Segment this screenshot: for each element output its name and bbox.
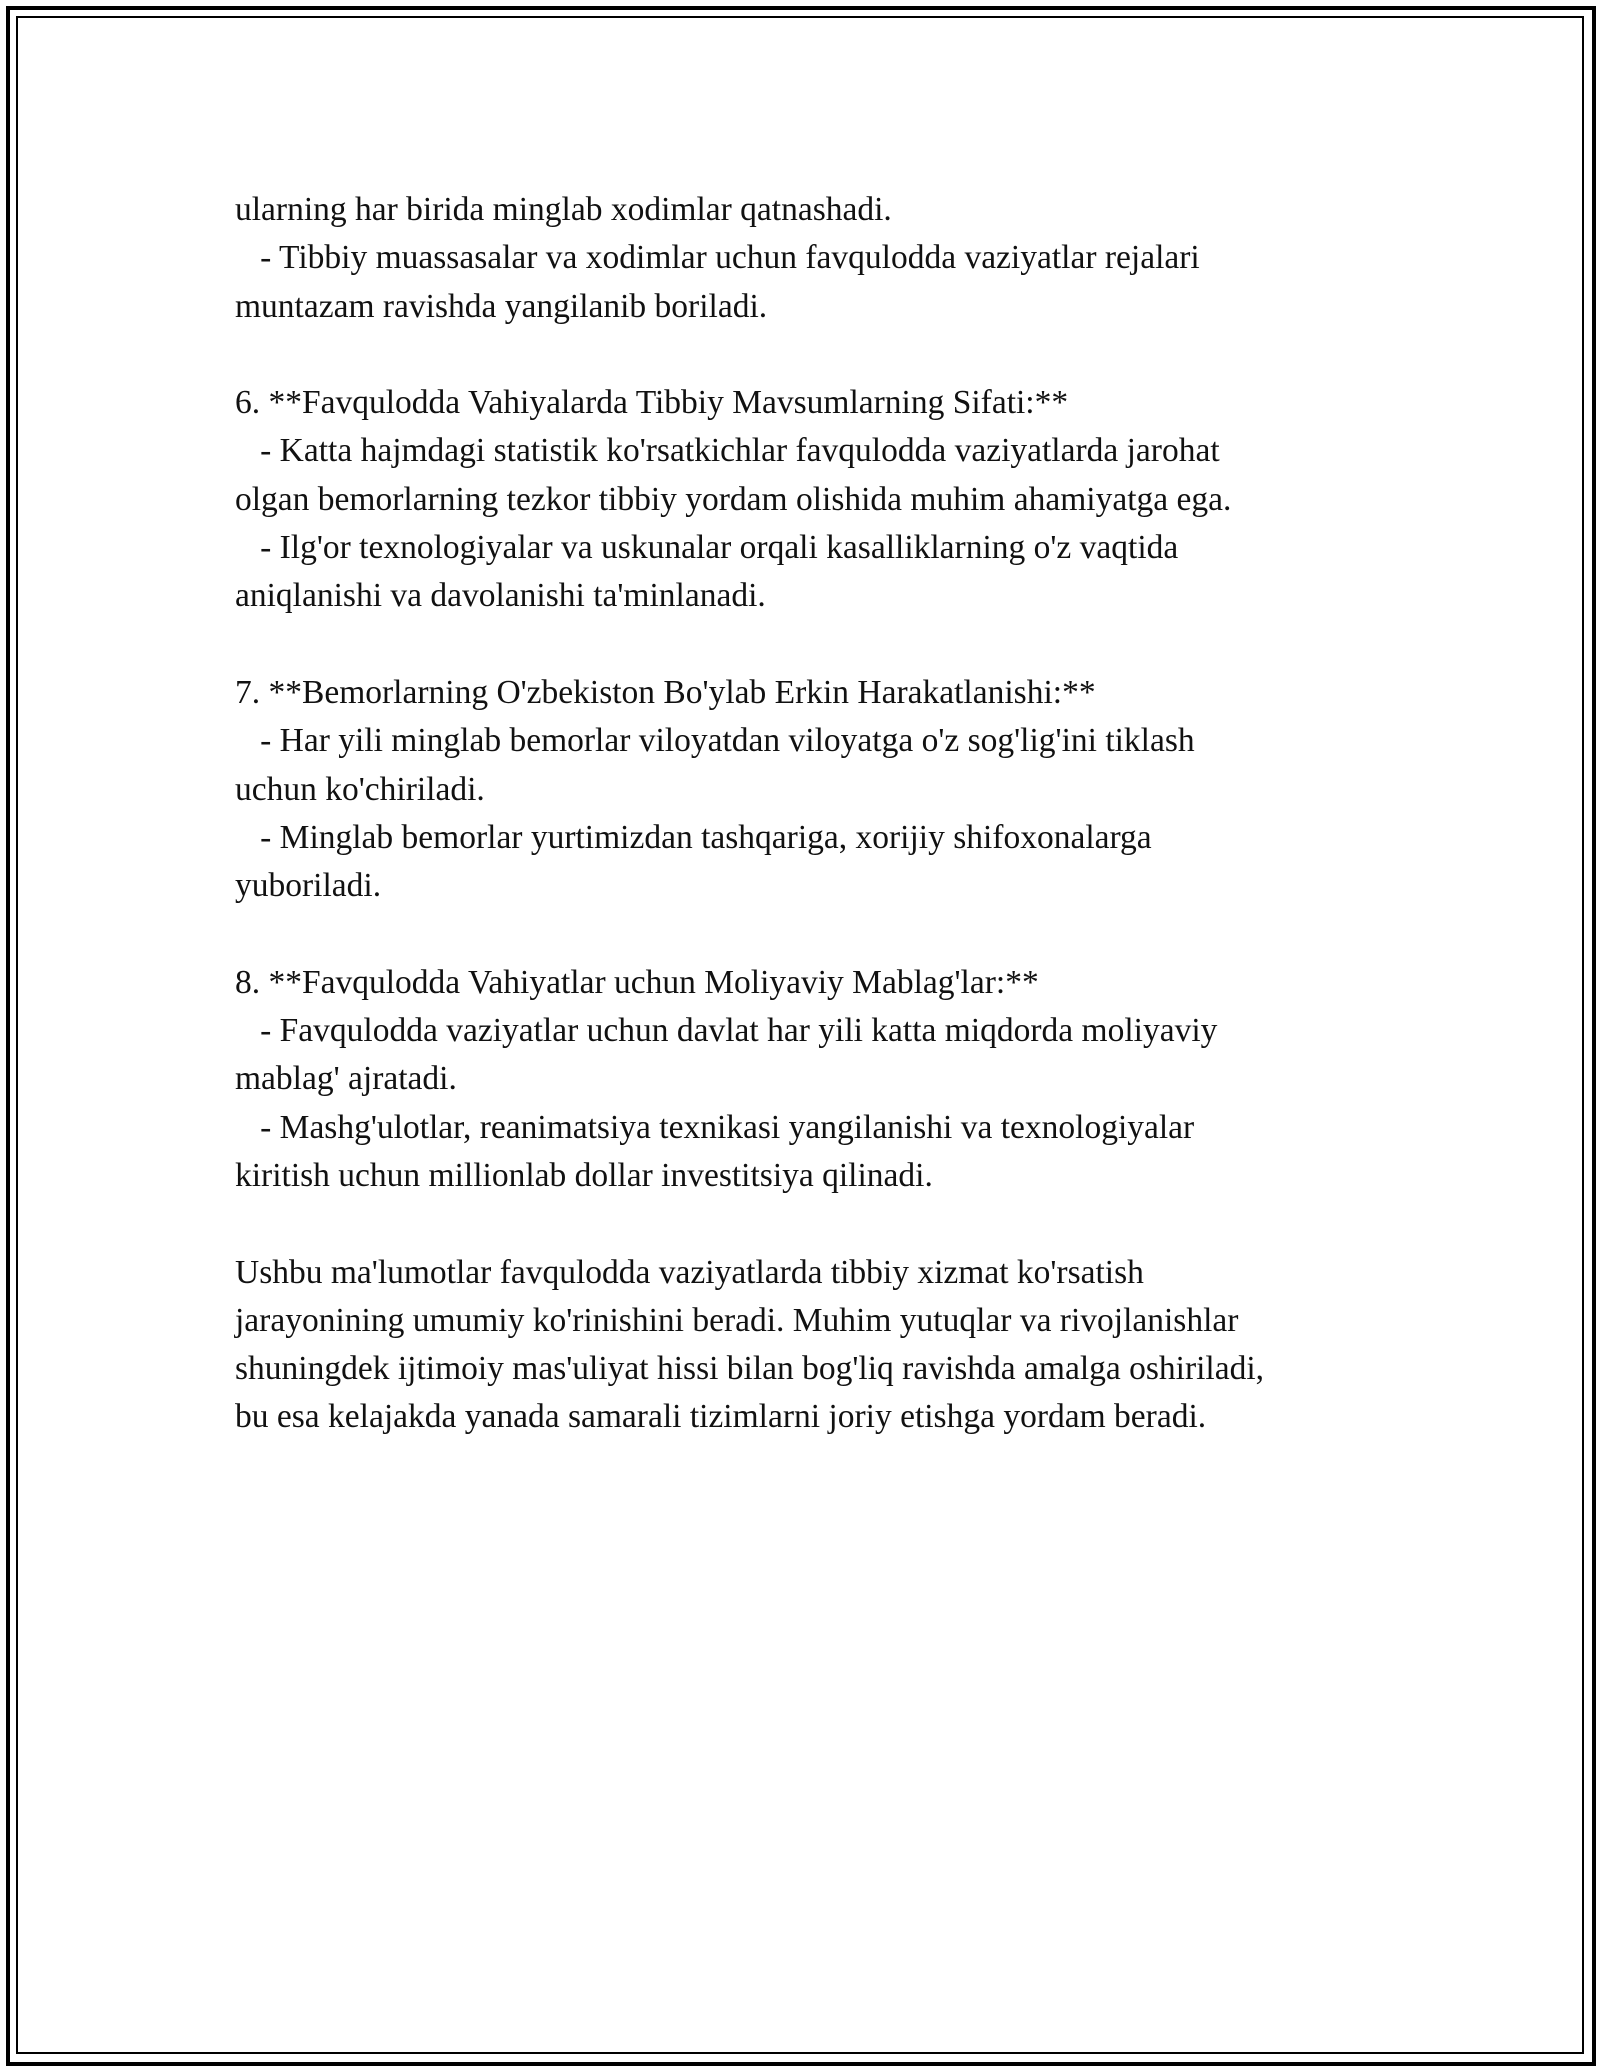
text-line: yuboriladi. xyxy=(235,867,382,905)
blank-line xyxy=(235,1200,1395,1248)
section-6-heading: 6. **Favqulodda Vahiyalarda Tibbiy Mavsumlarning Sifati:** xyxy=(235,384,1069,422)
text-line: - Ilg'or texnologiyalar va uskunalar orqali kasalliklarning o'z vaqtida xyxy=(235,529,1179,567)
text-line: mablag' ajratadi. xyxy=(235,1060,457,1098)
text-line: - Katta hajmdagi statistik ko'rsatkichlar favqulodda vaziyatlarda jarohat xyxy=(235,432,1220,470)
conclusion-line: shuningdek ijtimoiy mas'uliyat hissi bilan bog'liq ravishda amalga oshiriladi, xyxy=(235,1350,1265,1388)
blank-line xyxy=(235,331,1395,379)
text-line: uchun ko'chiriladi. xyxy=(235,770,485,808)
blank-line xyxy=(235,910,1395,958)
text-line: ularning har birida minglab xodimlar qatnashadi. xyxy=(235,191,892,228)
section-7-heading: 7. **Bemorlarning O'zbekiston Bo'ylab Erkin Harakatlanishi:** xyxy=(235,673,1096,711)
conclusion-line: jarayonining umumiy ko'rinishini beradi. Muhim yutuqlar va rivojlanishlar xyxy=(235,1301,1239,1339)
text-line: - Har yili minglab bemorlar viloyatdan viloyatga o'z sog'lig'ini tiklash xyxy=(235,722,1195,760)
text-line: - Minglab bemorlar yurtimizdan tashqariga, xorijiy shifoxonalarga xyxy=(235,818,1152,856)
conclusion-line: Ushbu ma'lumotlar favqulodda vaziyatlarda tibbiy xizmat ko'rsatish xyxy=(235,1253,1144,1291)
text-line: - Tibbiy muassasalar va xodimlar uchun favqulodda vaziyatlar rejalari xyxy=(235,239,1200,277)
text-line: - Favqulodda vaziyatlar uchun davlat har yili katta miqdorda moliyaviy xyxy=(235,1012,1218,1050)
conclusion-line: bu esa kelajakda yanada samarali tizimlarni joriy etishga yordam beradi. xyxy=(235,1398,1207,1436)
text-line: muntazam ravishda yangilanib boriladi. xyxy=(235,287,768,325)
text-line: kiritish uchun millionlab dollar investitsiya qilinadi. xyxy=(235,1156,933,1194)
document-body xyxy=(235,186,1395,1442)
section-8-heading: 8. **Favqulodda Vahiyatlar uchun Moliyaviy Mablag'lar:** xyxy=(235,963,1039,1001)
text-line: olgan bemorlarning tezkor tibbiy yordam olishida muhim ahamiyatga ega. xyxy=(235,480,1232,518)
text-line: aniqlanishi va davolanishi ta'minlanadi. xyxy=(235,577,766,615)
text-line: - Mashg'ulotlar, reanimatsiya texnikasi yangilanishi va texnologiyalar xyxy=(235,1108,1195,1146)
blank-line xyxy=(235,621,1395,669)
